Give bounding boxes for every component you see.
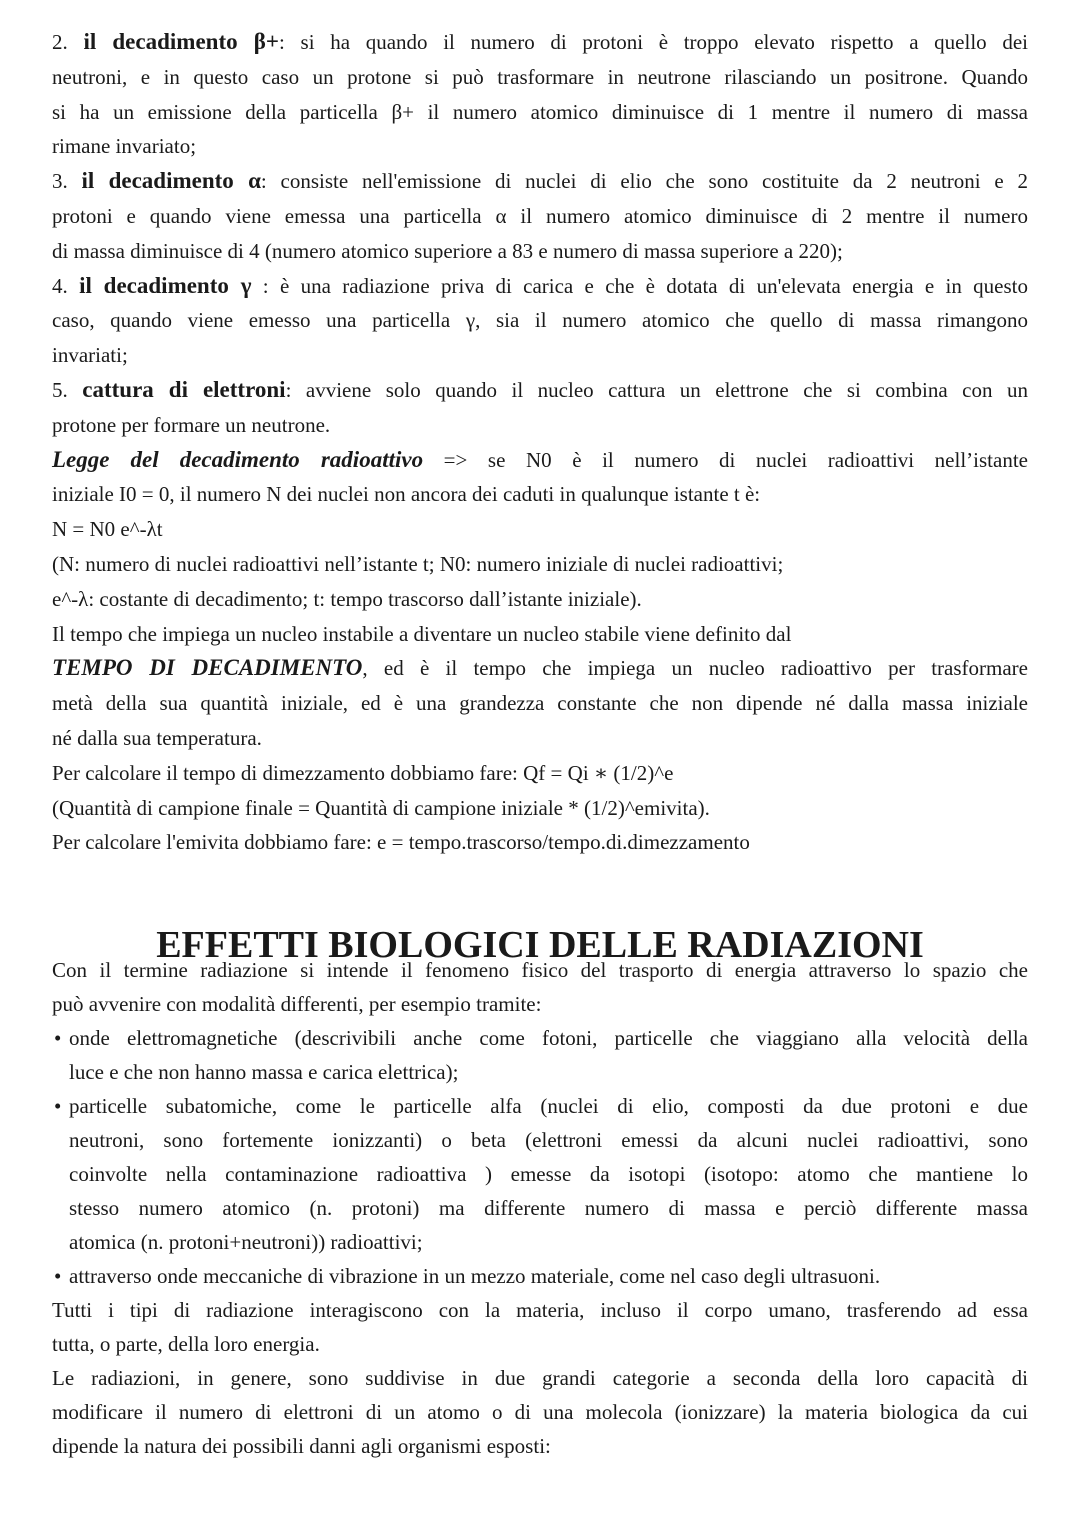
text-line — [52, 164, 1028, 199]
emphasized-term: TEMPO DI DECADIMENTO — [52, 655, 363, 681]
text-line — [52, 477, 1028, 512]
text-line — [52, 791, 1028, 826]
text-line — [52, 373, 1028, 408]
emphasized-term: il decadimento γ — [79, 272, 252, 298]
text-span: Tutti i tipi di radiazione interagiscono con la materia, incluso il corpo umano, trasferendo ad essa — [52, 1298, 1028, 1322]
text-line — [52, 338, 1028, 373]
text-span: : si ha quando il numero di protoni è troppo elevato rispetto a quello dei — [279, 30, 1029, 54]
bullet-item — [52, 1089, 1028, 1123]
bullet-item — [52, 1259, 1028, 1293]
text-span: caso, quando viene emesso una particella γ, sia il numero atomico che quello di massa rimangono — [52, 308, 1028, 333]
text-span: (N: numero di nuclei radioattivi nell’istante t; N0: numero iniziale di nuclei radioattivi; — [52, 551, 784, 576]
text-line — [52, 953, 1028, 987]
text-span: 4. — [52, 273, 80, 298]
text-span: 2. — [52, 30, 84, 54]
text-span: (Quantità di campione finale = Quantità di campione iniziale * (1/2)^emivita). — [52, 795, 710, 820]
text-span: : consiste nell'emissione di nuclei di elio che sono costituite da 2 neutroni e 2 — [260, 169, 1028, 194]
text-line — [52, 756, 1028, 791]
text-span: attraverso onde meccaniche di vibrazione in un mezzo materiale, come nel caso degli ultrasuoni. — [69, 1264, 881, 1288]
text-line — [52, 547, 1028, 582]
text-span: atomica (n. protoni+neutroni)) radioattivi; — [69, 1230, 423, 1254]
text-line — [52, 1429, 1028, 1463]
text-line — [52, 825, 1028, 860]
decay-types-section — [52, 25, 1028, 860]
text-line — [52, 1055, 1028, 1089]
text-line — [52, 686, 1028, 721]
text-line — [52, 303, 1028, 338]
emphasized-term: cattura di elettroni — [82, 376, 286, 402]
emphasized-term: Legge del decadimento radioattivo — [52, 446, 424, 472]
text-line — [52, 269, 1028, 304]
text-span: né dalla sua temperatura. — [52, 725, 262, 750]
text-line — [52, 443, 1028, 478]
text-line — [52, 1225, 1028, 1259]
text-span: metà della sua quantità iniziale, ed è una grandezza constante che non dipende né dalla massa iniziale — [52, 691, 1028, 716]
text-span: invariati; — [52, 343, 128, 368]
text-span: e^-λ: costante di decadimento; t: tempo trascorso dall’istante iniziale). — [52, 586, 642, 611]
text-line — [52, 60, 1028, 95]
text-span: modificare il numero di elettroni di un atomo o di una molecola (ionizzare) la materia biologica da cui — [52, 1400, 1028, 1424]
text-line — [52, 408, 1028, 443]
text-span: neutroni, sono fortemente ionizzanti) o beta (elettroni emessi da alcuni nuclei radioattivi, sono — [69, 1128, 1028, 1152]
text-span: protone per formare un neutrone. — [52, 412, 331, 437]
text-span: si ha un emissione della particella β+ il numero atomico diminuisce di 1 mentre il numero di massa — [52, 99, 1028, 124]
text-span: onde elettromagnetiche (descrivibili anche come fotoni, particelle che viaggiano alla velocità della — [69, 1026, 1028, 1050]
text-span: : è una radiazione priva di carica e che è dotata di un'elevata energia e in questo — [251, 273, 1029, 298]
text-line — [52, 1191, 1028, 1225]
text-span: stesso numero atomico (n. protoni) ma differente numero di massa e perciò differente massa — [69, 1196, 1028, 1220]
text-span: : avviene solo quando il nucleo cattura un elettrone che si combina con un — [285, 377, 1029, 402]
text-span: rimane invariato; — [52, 134, 197, 159]
text-span: Il tempo che impiega un nucleo instabile a diventare un nucleo stabile viene definito dal — [52, 621, 792, 646]
text-line — [52, 721, 1028, 756]
bullet-item — [52, 1021, 1028, 1055]
text-span: Per calcolare l'emivita dobbiamo fare: e = tempo.trascorso/tempo.di.dimezzamento — [52, 830, 750, 855]
text-span: dipende la natura dei possibili danni agli organismi esposti: — [52, 1434, 551, 1458]
text-line — [52, 987, 1028, 1021]
text-line — [52, 1123, 1028, 1157]
text-line — [52, 1327, 1028, 1361]
emphasized-term: il decadimento α — [81, 168, 261, 194]
text-span: Con il termine radiazione si intende il fenomeno fisico del trasporto di energia attraverso lo spazio che — [52, 958, 1028, 982]
text-line — [52, 582, 1028, 617]
text-span: di massa diminuisce di 4 (numero atomico superiore a 83 e numero di massa superiore a 220); — [52, 238, 843, 263]
text-span: particelle subatomiche, come le particelle alfa (nuclei di elio, composti da due protoni e due — [69, 1094, 1028, 1118]
text-line — [52, 234, 1028, 269]
text-span: N = N0 e^-λt — [52, 517, 163, 542]
text-line — [52, 129, 1028, 164]
text-line — [52, 1293, 1028, 1327]
biological-effects-section — [52, 953, 1028, 1463]
text-line — [52, 1157, 1028, 1191]
text-line — [52, 95, 1028, 130]
bullet-icon: • — [54, 1026, 62, 1050]
text-span: può avvenire con modalità differenti, per esempio tramite: — [52, 992, 542, 1016]
text-span: => se N0 è il numero di nuclei radioattivi nell’istante — [423, 447, 1028, 472]
text-line — [52, 512, 1028, 547]
text-span: iniziale I0 = 0, il numero N dei nuclei non ancora dei caduti in qualunque istante t è: — [52, 482, 761, 507]
text-line — [52, 199, 1028, 234]
section-heading: EFFETTI BIOLOGICI DELLE RADIAZIONI — [156, 924, 924, 967]
text-span: , ed è il tempo che impiega un nucleo radioattivo per trasformare — [362, 656, 1028, 681]
bullet-icon: • — [54, 1094, 62, 1118]
bullet-icon: • — [54, 1264, 62, 1288]
text-span: 5. — [52, 377, 83, 402]
text-span: coinvolte nella contaminazione radioattiva ) emesse da isotopi (isotopo: atomo che mantiene lo — [69, 1162, 1028, 1186]
text-span: luce e che non hanno massa e carica elettrica); — [69, 1060, 459, 1084]
text-span: Le radiazioni, in genere, sono suddivise in due grandi categorie a seconda della loro capacità di — [52, 1366, 1028, 1390]
text-span: 3. — [52, 169, 82, 194]
text-line — [52, 1361, 1028, 1395]
text-span: neutroni, e in questo caso un protone si può trasformare in neutrone rilasciando un positrone. Quando — [52, 64, 1028, 89]
text-span: protoni e quando viene emessa una particella α il numero atomico diminuisce di 2 mentre il numero — [52, 203, 1028, 228]
text-span: tutta, o parte, della loro energia. — [52, 1332, 320, 1356]
text-line — [52, 1395, 1028, 1429]
emphasized-term: il decadimento β+ — [83, 29, 280, 54]
text-line — [52, 617, 1028, 652]
text-span: Per calcolare il tempo di dimezzamento dobbiamo fare: Qf = Qi ∗ (1/2)^e — [52, 760, 674, 785]
text-line — [52, 25, 1028, 60]
text-line — [52, 651, 1028, 686]
